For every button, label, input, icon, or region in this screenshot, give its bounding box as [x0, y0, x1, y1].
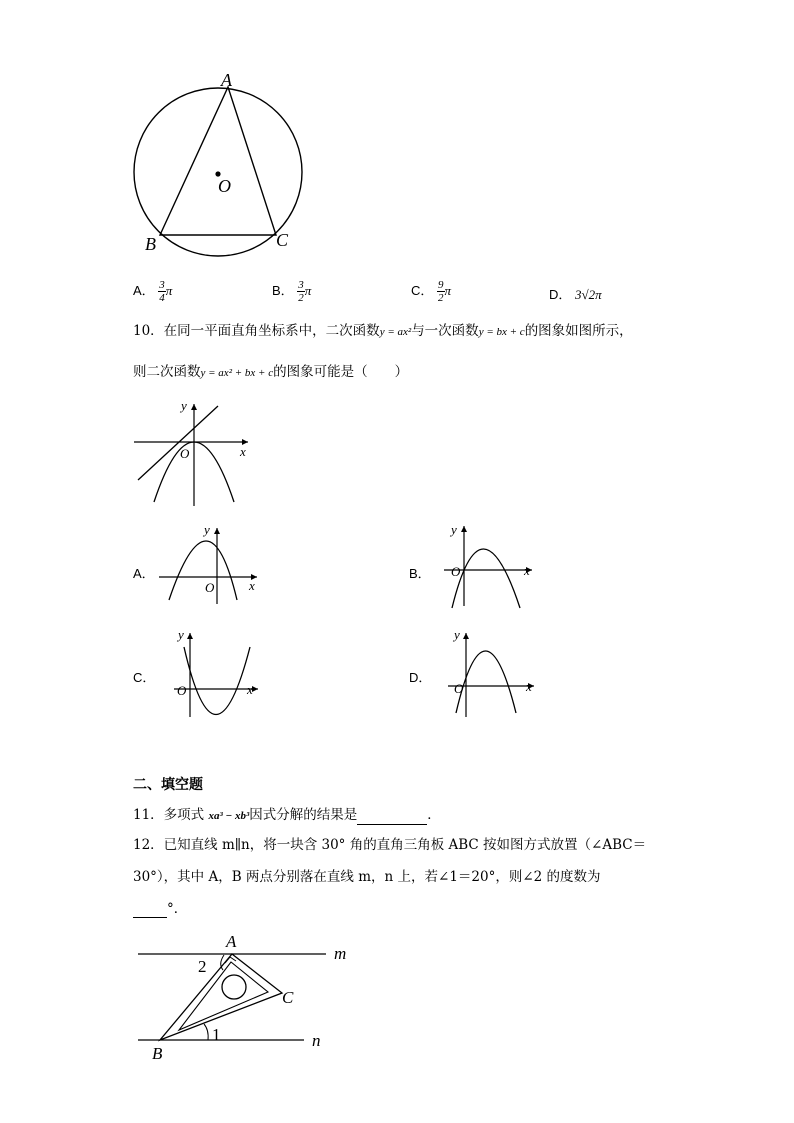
q10-option-b-graph	[440, 520, 540, 610]
svg-text:x: x	[524, 563, 530, 578]
svg-text:O: O	[451, 564, 461, 579]
section-title: 二、填空题	[133, 777, 203, 793]
y-label: y	[181, 398, 187, 413]
parabola-a	[169, 541, 237, 600]
y-arrow	[191, 404, 197, 410]
label-m: m	[334, 944, 347, 963]
label-c: C	[276, 230, 289, 250]
q11-text: 11．多项式 xa³ − xb³因式分解的结果是 ．	[133, 807, 441, 823]
q9-option-d: D． 3√2π	[549, 287, 602, 302]
q10-option-c-graph	[170, 627, 270, 719]
svg-text:y: y	[204, 522, 210, 537]
q12-line-3: °．	[133, 900, 187, 918]
q10-reference-graph	[130, 398, 260, 510]
label-2: 2	[198, 957, 207, 976]
line-graph	[138, 406, 218, 480]
svg-text:O: O	[177, 683, 187, 698]
origin-label: O	[180, 446, 190, 461]
svg-text:y: y	[178, 627, 184, 642]
circle-triangle-figure	[120, 66, 320, 258]
set-square-hole	[222, 975, 246, 999]
parabola-b	[452, 549, 520, 608]
q9-option-c: C． $\frac{9}{2}$ π	[411, 279, 452, 304]
parallel-lines-triangle-figure	[130, 930, 360, 1066]
q12-line-2: 30°），其中 A，B 两点分别落在直线 m，n 上，若∠1＝20°，则∠2 的度数为	[133, 869, 601, 885]
label-b: B	[145, 234, 156, 254]
label-b: B	[152, 1044, 163, 1063]
label-1: 1	[212, 1025, 221, 1044]
q10-option-a-graph	[155, 520, 265, 608]
x-label: x	[240, 444, 246, 459]
label-o: O	[218, 176, 231, 196]
svg-text:O: O	[454, 681, 464, 696]
svg-text:y: y	[451, 522, 457, 537]
triangle-abc	[160, 87, 276, 235]
angle-2-arc	[221, 955, 224, 970]
angle-1-arc	[204, 1024, 208, 1040]
q10-option-a-label: A．	[133, 566, 155, 581]
q10-option-c-label: C．	[133, 670, 156, 685]
q12-answer-blank[interactable]	[133, 917, 167, 918]
svg-text:x: x	[247, 682, 253, 697]
svg-text:O: O	[205, 580, 215, 595]
q11-answer-blank[interactable]	[357, 824, 427, 825]
q10-line-2: 则二次函数y = ax² + bx + c的图象可能是（ ）	[133, 364, 409, 380]
parabola-c	[184, 647, 250, 715]
label-a: A	[226, 932, 237, 951]
q10-option-d-label: D．	[409, 670, 432, 685]
parabola-d	[456, 651, 516, 713]
q10-option-b-label: B．	[409, 566, 431, 581]
q9-option-a: A． $\frac{3}{4}$ π	[133, 279, 173, 304]
svg-text:y: y	[454, 627, 460, 642]
q12-line-1: 12．已知直线 m∥n，将一块含 30° 角的直角三角板 ABC 按如图方式放置（∠ABC＝	[133, 837, 647, 853]
q10-option-d-graph	[444, 627, 544, 719]
label-a: A	[221, 70, 232, 90]
label-n: n	[312, 1031, 321, 1050]
label-c: C	[282, 988, 294, 1007]
q10-line-1: 10．在同一平面直角坐标系中，二次函数y = ax²与一次函数y = bx + c的图象如图所示，	[133, 323, 633, 339]
q9-option-b: B． $\frac{3}{2}$ π	[272, 279, 312, 304]
svg-text:x: x	[249, 578, 255, 593]
svg-text:x: x	[526, 679, 532, 694]
